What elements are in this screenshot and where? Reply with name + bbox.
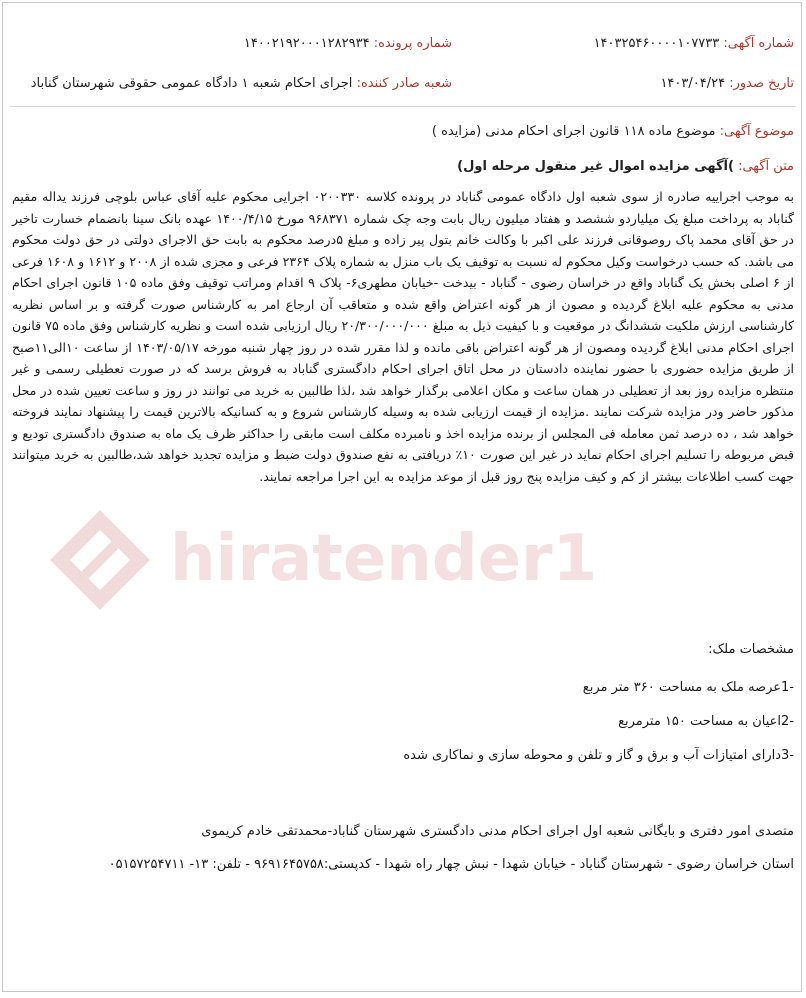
- official-signature: متصدی امور دفتری و بایگانی شعبه اول اجرای احکام مدنی دادگستری شهرستان گناباد-محمدتقی خادم کریموی: [201, 824, 794, 839]
- header-divider: [10, 106, 796, 107]
- notice-frame: [2, 2, 802, 992]
- property-title: مشخصات ملک:: [708, 642, 794, 657]
- issuing-branch: [31, 75, 452, 93]
- issuing-branch-label: شعبه صادر کننده:: [356, 76, 452, 91]
- issue-date-value: ۱۴۰۳/۰۴/۲۴: [660, 76, 726, 91]
- property-item-3: -3دارای امتیازات آب و برق و گاز و تلفن و محوطه سازی و نماکاری شده: [403, 748, 794, 763]
- case-number: [244, 35, 452, 53]
- watermark-text: hiratender1: [170, 522, 598, 596]
- case-number-label: شماره پرونده:: [373, 36, 452, 51]
- ad-number: [594, 35, 794, 53]
- ad-text-heading: [457, 158, 794, 176]
- contact-address: استان خراسان رضوی - شهرستان گناباد - خیابان شهدا - نبش چهار راه شهدا - کدپستی:۹۶۹۱۶۴۵۷۵۸ - تلفن: ۱۳- ۰۵۱۵۷۲۵۴۷۱۱: [108, 857, 794, 872]
- ad-number-label: شماره آگهی:: [723, 36, 794, 51]
- property-item-2: -2اعیان به مساحت ۱۵۰ مترمربع: [618, 714, 794, 729]
- issuing-branch-value: اجرای احکام شعبه ۱ دادگاه عمومی حقوقی شهرستان گناباد: [30, 76, 353, 91]
- ad-subject-label: موضوع آگهی:: [719, 124, 794, 139]
- ad-body-paragraph: به موجب اجراییه صادره از سوی شعبه اول دادگاه عمومی گناباد در پرونده کلاسه ۰۲۰۰۳۳۰ اجرایی محکوم علیه آقای عباس بلوچی فرزند یداله مقیم گناباد به پرداخت مبلغ یک میلیاردو ششصد و هفتاد میلیون ریال بابت وجه چک شماره ۹۶۸۳۷۱ مورخ ۱۴۰۰/۴/۱۵ عهده بانک سینا بانضمام خسارت تاخیر در حق آقای محمد پاک روصوقانی فرزند علی اکبر با وکالت خانم بتول پیر زاده و مبلغ ۵درصد محکوم به بابت حق الاجرای دولتی در حق دولت محکوم می باشد. که حسب درخواست وکیل محکوم له نسبت به توقیف یک باب منزل به شماره پلاک ۲۳۶۴ فرعی و مجزی شده از ۲۰۰۸ و ۱۶۱۲ و ۱۶۰۸ فرعی از ۶ اصلی بخش یک گناباد واقع در خراسان رضوی - گناباد - بیدخت -خیابان مطهری۶- پلاک ۹ اقدام ومراتب توقیف وفق ماده ۱۰۵ قانون اجرای احکام مدنی به محکوم علیه ابلاغ گردیده و مصون از هر گونه اعتراض واقع شده و متعاقب آن ارجاع امر به کارشناس صورت گرفته و بر اساس نظریه کارشناسی ارزش ملکیت ششدانگ در موقعیت و با کیفیت ذیل به مبلغ ۲۰/۳۰۰/۰۰۰/۰۰۰ ریال ارزیابی شده است و نظریه کارشناس وفق ماده ۷۵ قانون اجرای احکام مدنی ابلاغ گردیده ومصون از هر گونه اعتراض باقی مانده و لذا مقرر شده در روز چهار شنبه مورخه ۱۴۰۳/۰۵/۱۷ از ساعت ۱۰الی۱۱صبح از طریق مزایده حضوری با حضور نماینده دادستان در محل اتاق اجرای احکام دادگستری گناباد به فروش برسد که در صورت تعطیلی رسمی و غیر منتظره مزایده روز بعد از تعطیلی در همان ساعت و مکان اعلامی برگذار خواهد شد ،لذا طالبین به خرید می توانند در روز و ساعت تعیین شده در محل مذکور حاضر ودر مزایده شرکت نمایند .مزایده از قیمت ارزیابی شده به وسیله کارشناس شروع و به کسانیکه بالاترین قیمت را پیشنهاد نمایند فروخته خواهد شد ، ده درصد ثمن معامله فی المجلس از برنده مزایده اخذ و نامبرده مکلف است مابقی را حداکثر ظرف یک ماه به صندوق دادگستری تودیع و قبض مربوطه را تسلیم اجرای احکام نماید در غیر این صورت ۱۰٪ دریافتی به نفع صندوق دولت ضبط و مزایده تجدید خواهد شد،طالبین به خرید میتوانند جهت کسب اطلاعات بیشتر از کم و کیف مزایده پنج روز قبل از موعد مزایده به این اجرا مراجعه نمایند.: [12, 189, 795, 484]
- property-item-1: -1عرصه ملک به مساحت ۳۶۰ متر مربع: [582, 680, 794, 695]
- ad-text-title: )آگهی مزایده اموال غیر منقول مرحله اول): [457, 159, 734, 174]
- ad-subject-value: موضوع ماده ۱۱۸ قانون اجرای احکام مدنی (مزایده ): [431, 124, 716, 139]
- ad-number-value: ۱۴۰۳۲۵۴۶۰۰۰۰۱۰۷۷۳۳: [593, 36, 720, 51]
- case-number-value: ۱۴۰۰۲۱۹۲۰۰۰۱۲۸۲۹۳۴: [243, 36, 370, 51]
- ad-subject: [432, 123, 794, 141]
- issue-date-label: تاریخ صدور:: [729, 76, 794, 91]
- issue-date: [660, 75, 794, 93]
- ad-text-label: متن آگهی:: [738, 159, 794, 174]
